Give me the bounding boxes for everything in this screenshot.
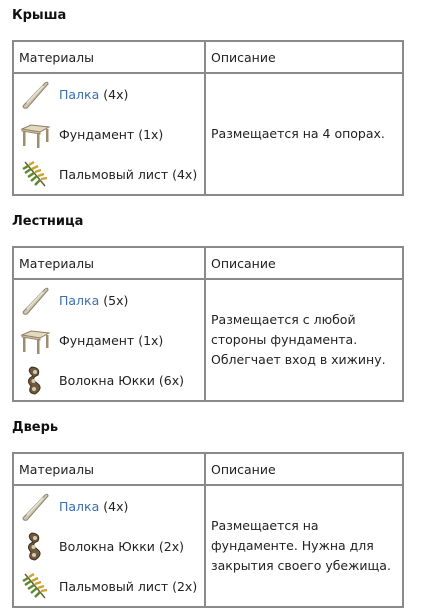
material-label <box>59 373 184 388</box>
section-title-ladder: Лестница <box>12 214 84 229</box>
material-quantity: (4x) <box>172 166 198 182</box>
description-header: Описание <box>205 453 403 485</box>
stick-icon <box>19 490 51 522</box>
material-item <box>19 114 199 154</box>
foundation-icon <box>19 118 51 150</box>
material-link[interactable]: Палка <box>59 292 100 308</box>
material-label <box>59 579 197 594</box>
table-header-row <box>13 453 403 485</box>
material-quantity: (4x) <box>103 498 129 514</box>
material-name: Фундамент <box>59 126 135 142</box>
material-label <box>59 167 197 182</box>
description-cell: Размещается на 4 опорах. <box>205 73 403 195</box>
description-header: Описание <box>205 247 403 279</box>
material-quantity: (5x) <box>103 292 129 308</box>
stick-icon <box>19 78 51 110</box>
foundation-icon <box>19 324 51 356</box>
materials-header: Материалы <box>13 453 205 485</box>
material-item <box>19 74 199 114</box>
yucca-fiber-icon <box>19 530 51 562</box>
material-label <box>59 539 184 554</box>
materials-cell <box>13 279 205 401</box>
material-label <box>59 499 128 514</box>
material-item <box>19 526 199 566</box>
materials-cell <box>13 73 205 195</box>
material-label <box>59 293 128 308</box>
yucca-fiber-icon <box>19 364 51 396</box>
table-header-row <box>13 247 403 279</box>
palm-leaf-icon <box>19 158 51 190</box>
section-title-door: Дверь <box>12 420 59 435</box>
material-item <box>19 486 199 526</box>
table-row <box>13 73 403 195</box>
material-quantity: (4x) <box>103 86 129 102</box>
recipe-table-roof <box>12 40 404 196</box>
materials-cell <box>13 485 205 607</box>
material-label <box>59 87 128 102</box>
section-title-roof: Крыша <box>12 8 67 23</box>
material-item <box>19 566 199 606</box>
recipe-table-ladder <box>12 246 404 402</box>
description-header: Описание <box>205 41 403 73</box>
material-item <box>19 360 199 400</box>
recipe-table-door <box>12 452 404 608</box>
material-name: Фундамент <box>59 332 135 348</box>
description-cell: Размещается на фундаменте. Нужна для закрытия своего убежища. <box>205 485 403 607</box>
materials-header: Материалы <box>13 247 205 279</box>
material-name: Волокна Юкки <box>59 372 155 388</box>
table-row <box>13 485 403 607</box>
palm-leaf-icon <box>19 570 51 602</box>
material-item <box>19 320 199 360</box>
material-link[interactable]: Палка <box>59 86 100 102</box>
table-header-row <box>13 41 403 73</box>
material-quantity: (6x) <box>158 372 185 388</box>
material-name: Волокна Юкки <box>59 538 155 554</box>
material-label <box>59 127 163 142</box>
material-item <box>19 280 199 320</box>
material-name: Пальмовый лист <box>59 578 169 594</box>
material-quantity: (1x) <box>138 126 164 142</box>
table-row <box>13 279 403 401</box>
stick-icon <box>19 284 51 316</box>
description-cell: Размещается с любой стороны фундамента. Облегчает вход в хижину. <box>205 279 403 401</box>
material-name: Пальмовый лист <box>59 166 169 182</box>
materials-header: Материалы <box>13 41 205 73</box>
material-quantity: (2x) <box>158 538 185 554</box>
material-label <box>59 333 163 348</box>
material-quantity: (1x) <box>138 332 164 348</box>
material-item <box>19 154 199 194</box>
material-quantity: (2x) <box>172 578 198 594</box>
material-link[interactable]: Палка <box>59 498 100 514</box>
